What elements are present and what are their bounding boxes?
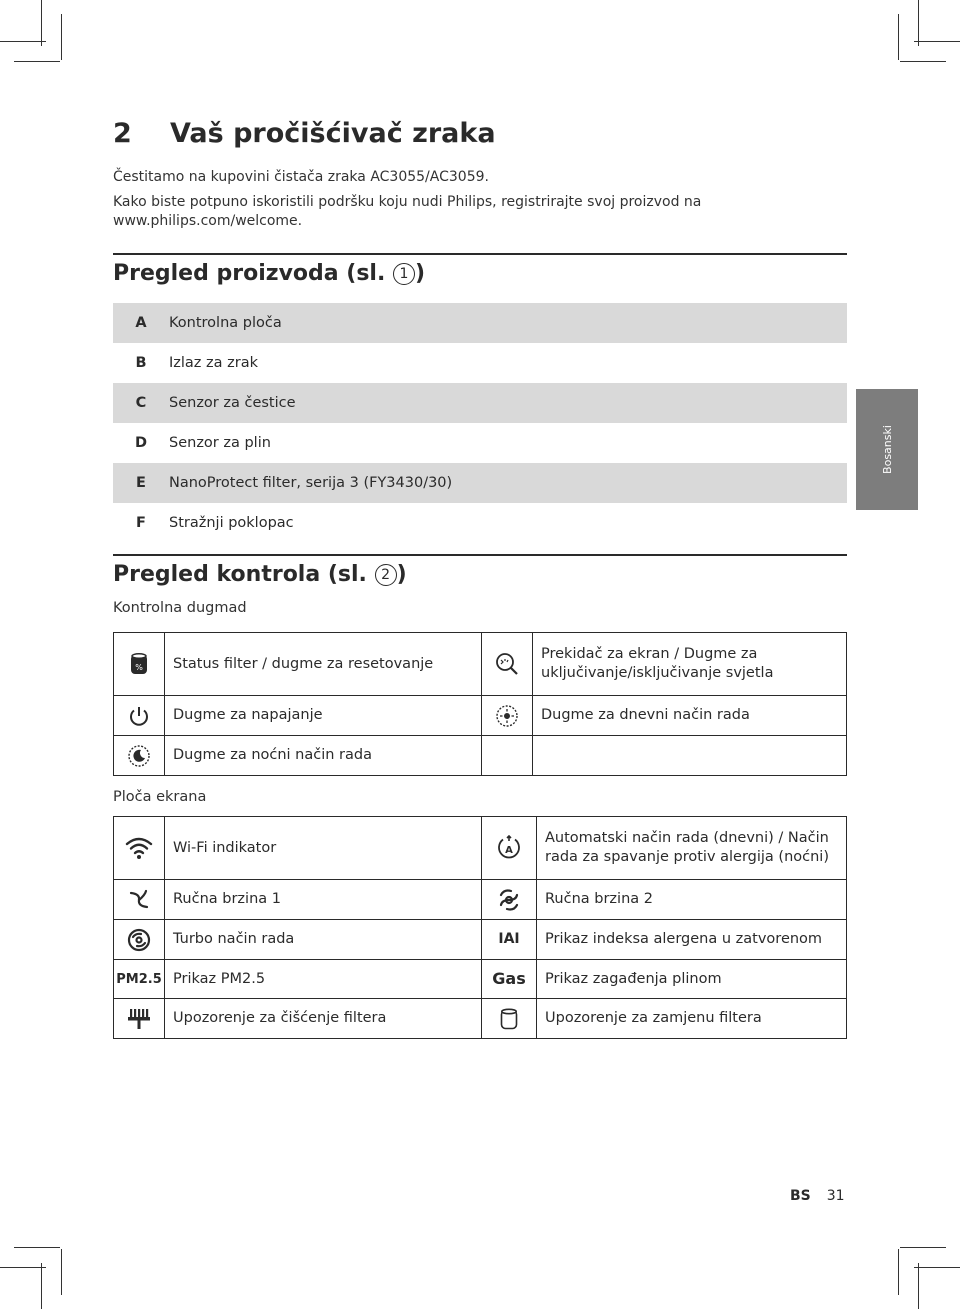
- display-description: Ručna brzina 2: [537, 880, 847, 920]
- buttons-subheading: Kontrolna dugmad: [113, 600, 247, 616]
- turbo-mode-icon: [114, 920, 165, 960]
- filter-clean-icon: [114, 999, 165, 1039]
- crop-mark: [14, 61, 60, 62]
- part-description: NanoProtect filter, serija 3 (FY3430/30): [169, 475, 453, 491]
- crop-mark: [0, 41, 46, 42]
- part-description: Kontrolna ploča: [169, 315, 282, 331]
- table-row: [114, 960, 847, 999]
- section-rule: [113, 554, 847, 556]
- chapter-title: Vaš pročišćivač zraka: [170, 118, 496, 149]
- empty-cell: [482, 736, 533, 776]
- page-number: 31: [826, 1188, 845, 1204]
- filter-replace-icon: [482, 999, 537, 1039]
- crop-mark: [898, 14, 899, 60]
- crop-mark: [898, 1249, 899, 1295]
- pm25-icon-label: PM2.5: [116, 971, 162, 987]
- crop-mark: [900, 1247, 946, 1248]
- part-letter: B: [135, 355, 147, 371]
- table-row: [114, 696, 847, 736]
- iai-icon-label: IAI: [498, 931, 520, 947]
- display-description: Prikaz PM2.5: [165, 960, 482, 999]
- part-letter: E: [136, 475, 146, 491]
- wifi-icon: [114, 817, 165, 880]
- crop-mark: [914, 1267, 960, 1268]
- list-item: [113, 343, 847, 383]
- empty-cell: [533, 736, 847, 776]
- control-description: Dugme za napajanje: [165, 696, 482, 736]
- crop-mark: [914, 41, 960, 42]
- crop-mark: [14, 1247, 60, 1248]
- table-row: [114, 736, 847, 776]
- iai-icon: [482, 920, 537, 960]
- display-table: [113, 816, 847, 1039]
- part-description: Stražnji poklopac: [169, 515, 294, 531]
- figure-number: 2: [375, 564, 397, 586]
- crop-mark: [41, 1263, 42, 1309]
- light-switch-icon: [482, 633, 533, 696]
- crop-mark: [900, 61, 946, 62]
- list-item: [113, 383, 847, 423]
- display-subheading: Ploča ekrana: [113, 789, 207, 805]
- display-description: Wi-Fi indikator: [165, 817, 482, 880]
- crop-mark: [918, 1263, 919, 1309]
- language-side-tab-label: Bosanski: [880, 425, 894, 474]
- crop-mark: [41, 0, 42, 46]
- display-description: Ručna brzina 1: [165, 880, 482, 920]
- part-description: Senzor za čestice: [169, 395, 296, 411]
- display-description: Upozorenje za zamjenu filtera: [537, 999, 847, 1039]
- part-letter: D: [134, 435, 148, 451]
- crop-mark: [918, 0, 919, 46]
- display-description: Upozorenje za čišćenje filtera: [165, 999, 482, 1039]
- control-description: Dugme za noćni način rada: [165, 736, 482, 776]
- display-description: Automatski način rada (dnevni) / Način rada za spavanje protiv alergija (noćni): [537, 817, 847, 880]
- svg-text:%: %: [135, 663, 143, 672]
- language-code: BS: [790, 1188, 811, 1204]
- table-row: [114, 920, 847, 960]
- intro-paragraph: Kako biste potpuno iskoristili podršku koju nudi Philips, registrirajte svoj proizvod na www.philips.com/welcome.: [113, 194, 702, 229]
- section-title-text: Pregled kontrola (sl.: [113, 562, 367, 587]
- parts-list: [113, 303, 847, 543]
- control-description: Dugme za dnevni način rada: [533, 696, 847, 736]
- gas-icon: [482, 960, 537, 999]
- figure-number: 1: [393, 263, 415, 285]
- svg-text:A: A: [505, 845, 513, 856]
- list-item: [113, 503, 847, 543]
- filter-reset-icon: [114, 633, 165, 696]
- page-footer: [790, 1188, 845, 1204]
- crop-mark: [61, 1249, 62, 1295]
- language-side-tab: [856, 389, 918, 510]
- display-description: Turbo način rada: [165, 920, 482, 960]
- list-item: [113, 463, 847, 503]
- table-row: [114, 817, 847, 880]
- list-item: [113, 423, 847, 463]
- section-title-close: ): [415, 261, 426, 286]
- intro-paragraph: Čestitamo na kupovini čistača zraka AC3055/AC3059.: [113, 169, 489, 185]
- display-description: Prikaz zagađenja plinom: [537, 960, 847, 999]
- part-letter: C: [135, 395, 147, 411]
- fan-speed-2-icon: [482, 880, 537, 920]
- table-row: [114, 880, 847, 920]
- control-description: Status filter / dugme za resetovanje: [165, 633, 482, 696]
- section-title-text: Pregled proizvoda (sl.: [113, 261, 386, 286]
- section-rule: [113, 253, 847, 255]
- list-item: [113, 303, 847, 343]
- section-title-close: ): [396, 562, 407, 587]
- part-letter: F: [136, 515, 146, 531]
- daytime-mode-icon: [482, 696, 533, 736]
- gas-icon-label: Gas: [492, 968, 526, 988]
- section-title-product: [113, 261, 425, 286]
- control-description: Prekidač za ekran / Dugme za uključivanje/isključivanje svjetla: [533, 633, 847, 696]
- night-mode-icon: [114, 736, 165, 776]
- chapter-heading: [113, 118, 496, 149]
- table-row: [114, 999, 847, 1039]
- table-row: [114, 633, 847, 696]
- display-description: Prikaz indeksa alergena u zatvorenom: [537, 920, 847, 960]
- power-icon: [114, 696, 165, 736]
- chapter-number: 2: [113, 118, 132, 149]
- pm25-icon: [114, 960, 165, 999]
- section-title-controls: [113, 562, 407, 587]
- fan-speed-1-icon: [114, 880, 165, 920]
- auto-mode-icon: [482, 817, 537, 880]
- crop-mark: [61, 14, 62, 60]
- part-description: Senzor za plin: [169, 435, 271, 451]
- controls-table: [113, 632, 847, 776]
- crop-mark: [0, 1267, 46, 1268]
- part-description: Izlaz za zrak: [169, 355, 258, 371]
- part-letter: A: [135, 315, 147, 331]
